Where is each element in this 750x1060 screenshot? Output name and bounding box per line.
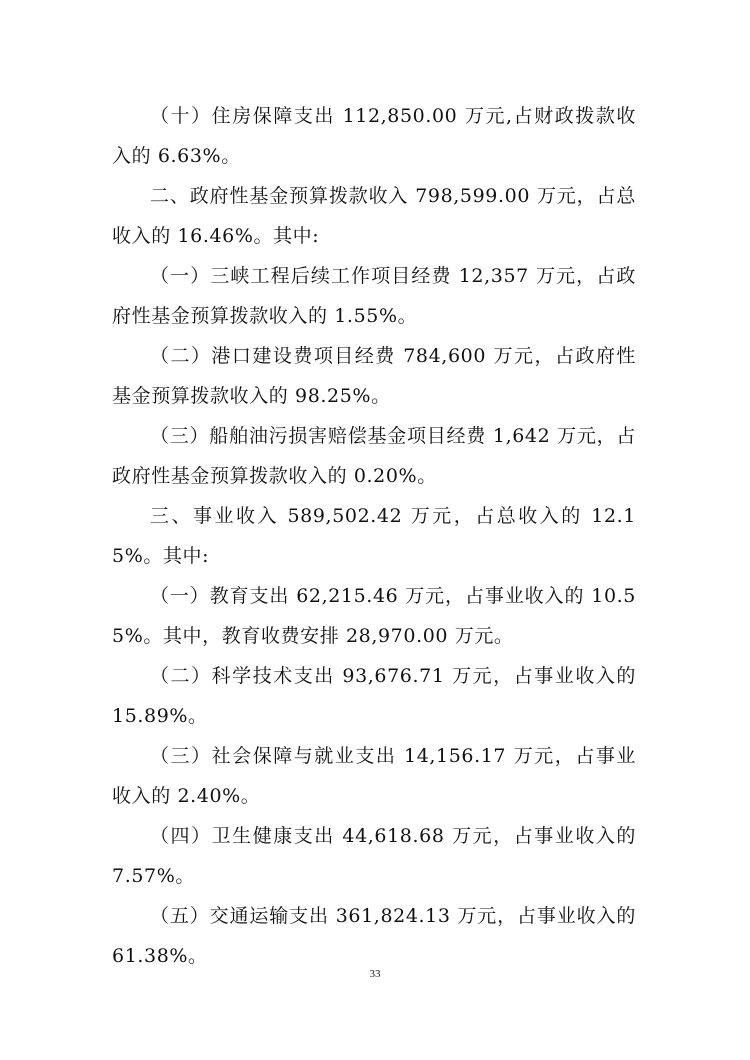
paragraph-housing-expense: （十）住房保障支出 112,850.00 万元,占财政拨款收入的 6.63%。 — [112, 105, 636, 167]
page-number: 33 — [369, 968, 381, 980]
paragraph-science-tech: （二）科学技术支出 93,676.71 万元，占事业收入的 15.89%。 — [112, 665, 636, 727]
paragraph-three-gorges: （一）三峡工程后续工作项目经费 12,357 万元，占政府性基金预算拨款收入的 1.55%。 — [112, 265, 636, 327]
paragraph-oil-pollution-fund: （三）船舶油污损害赔偿基金项目经费 1,642 万元，占政府性基金预算拨款收入的 0.20%。 — [112, 425, 636, 487]
paragraph-education: （一）教育支出 62,215.46 万元，占事业收入的 10.55%。其中，教育收费安排 28,970.00 万元。 — [112, 585, 636, 647]
paragraph-business-income: 三、事业收入 589,502.42 万元，占总收入的 12.15%。其中: — [112, 505, 636, 567]
paragraph-health: （四）卫生健康支出 44,618.68 万元，占事业收入的 7.57%。 — [112, 825, 636, 887]
paragraph-port-construction: （二）港口建设费项目经费 784,600 万元，占政府性基金预算拨款收入的 98.25%。 — [112, 345, 636, 407]
body-text — [112, 96, 636, 976]
paragraph-gov-fund-income: 二、政府性基金预算拨款收入 798,599.00 万元，占总收入的 16.46%。其中: — [112, 185, 636, 247]
paragraph-social-security: （三）社会保障与就业支出 14,156.17 万元，占事业收入的 2.40%。 — [112, 745, 636, 807]
paragraph-transport: （五）交通运输支出 361,824.13 万元，占事业收入的 61.38%。 — [112, 905, 636, 967]
